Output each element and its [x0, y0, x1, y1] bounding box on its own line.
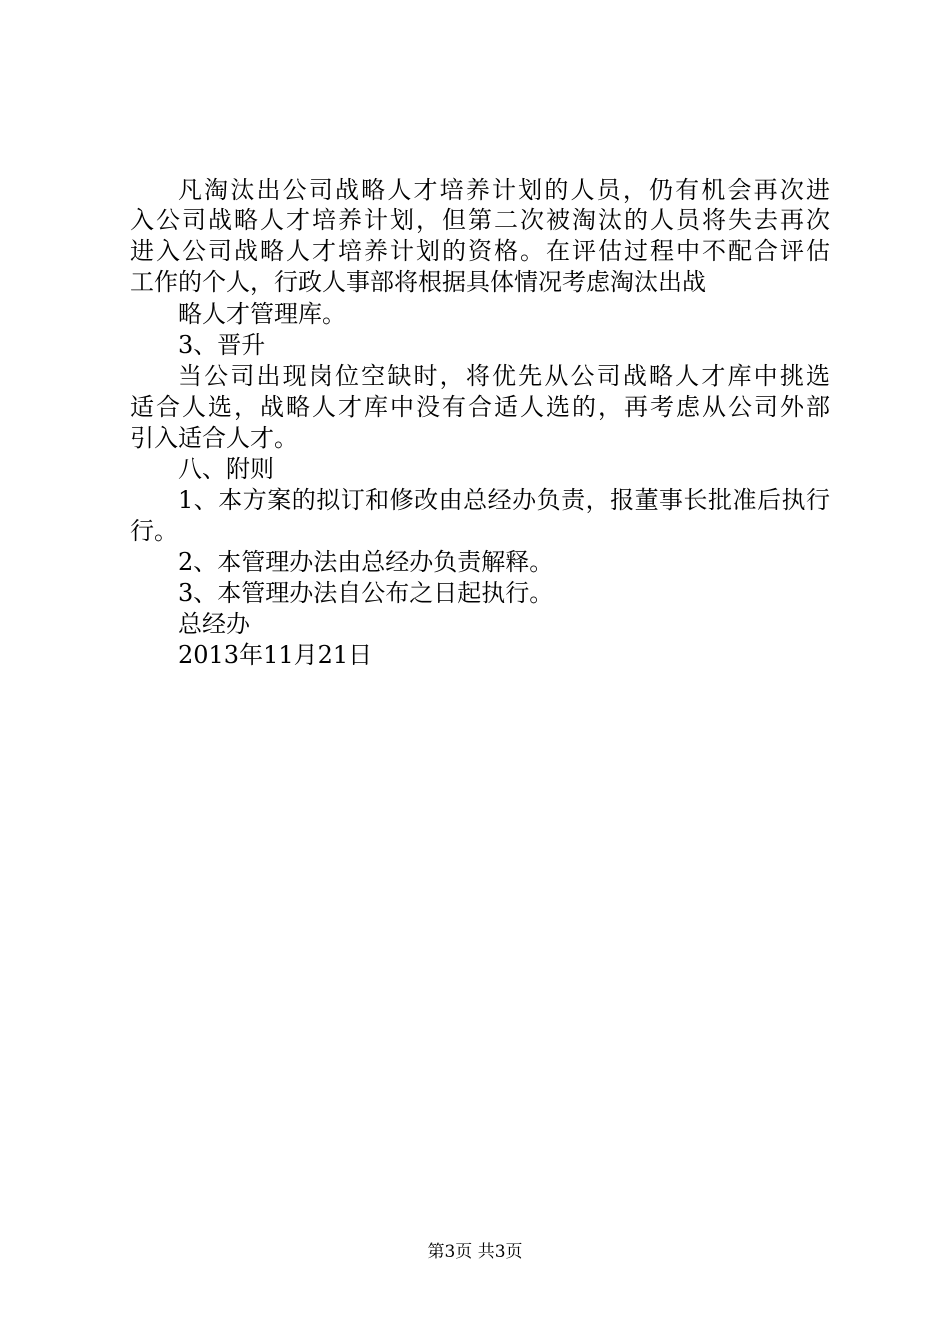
page-number-footer: 第3页 共3页 — [427, 1242, 523, 1262]
paragraph-line: 当公司出现岗位空缺时，将优先从公司战略人才库中挑选 — [178, 362, 830, 390]
paragraph-line: 3、本管理办法自公布之日起执行。 — [178, 579, 554, 607]
paragraph-line: 凡淘汰出公司战略人才培养计划的人员，仍有机会再次进 — [178, 176, 830, 204]
signature-issuer: 总经办 — [178, 610, 250, 638]
signature-date: 2013年11月21日 — [178, 641, 373, 669]
document-body — [130, 0, 830, 1344]
paragraph-line: 1、本方案的拟订和修改由总经办负责，报董事长批准后执行 — [178, 486, 830, 514]
section-heading: 3、晋升 — [178, 331, 266, 359]
paragraph-line: 2、本管理办法由总经办负责解释。 — [178, 548, 554, 576]
paragraph-line: 入公司战略人才培养计划，但第二次被淘汰的人员将失去再次 — [130, 206, 830, 234]
paragraph-line: 引入适合人才。 — [130, 424, 298, 452]
section-heading: 八、附则 — [178, 455, 274, 483]
paragraph-line: 进入公司战略人才培养计划的资格。在评估过程中不配合评估 — [130, 237, 830, 265]
paragraph-line: 行。 — [130, 517, 178, 545]
paragraph-line: 适合人选，战略人才库中没有合适人选的，再考虑从公司外部 — [130, 393, 830, 421]
paragraph-line: 略人才管理库。 — [178, 300, 346, 328]
paragraph-line: 工作的个人，行政人事部将根据具体情况考虑淘汰出战 — [130, 268, 706, 296]
